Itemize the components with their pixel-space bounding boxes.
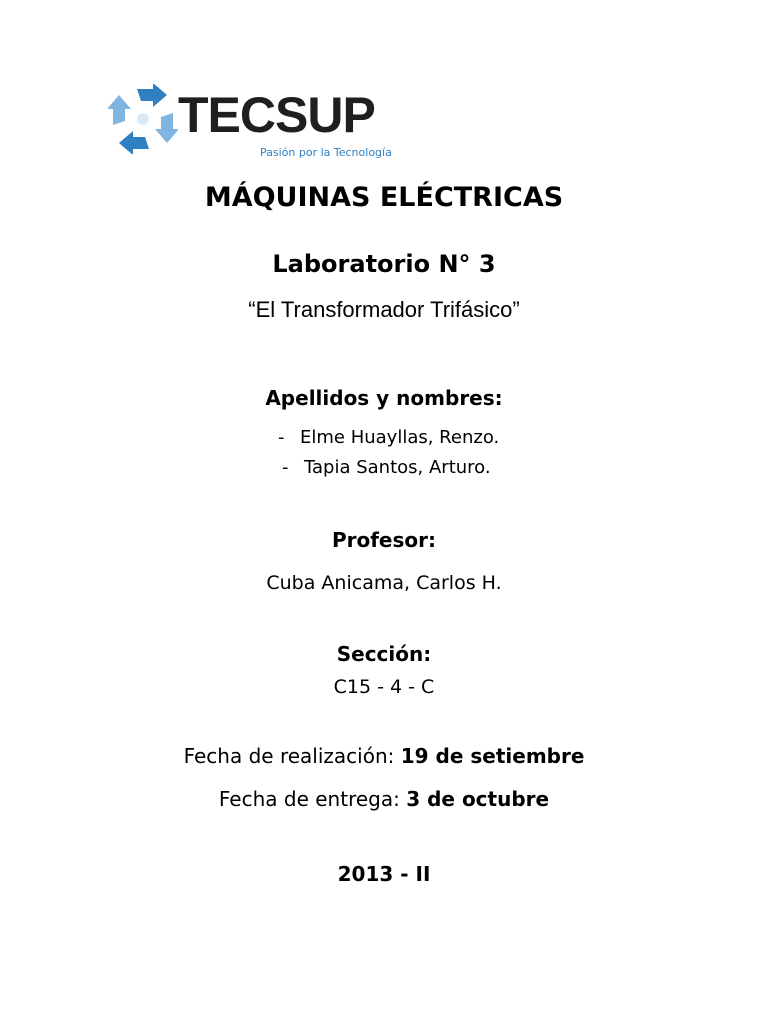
completion-date-value: 19 de setiembre (400, 744, 585, 768)
logo-tagline: Pasión por la Tecnología (260, 146, 392, 159)
lab-title: “El Transformador Trifásico” (248, 297, 520, 322)
section-value: C15 - 4 - C (333, 676, 435, 698)
section-label: Sección: (336, 642, 432, 666)
tecsup-arrows-logo-icon (108, 84, 178, 154)
student-name: Elme Huayllas, Renzo. (300, 427, 500, 448)
students-label: Apellidos y nombres: (265, 386, 503, 410)
academic-term: 2013 - II (337, 862, 431, 886)
student-item (282, 457, 491, 478)
list-bullet: - (278, 427, 285, 448)
due-date-label: Fecha de entrega: (218, 787, 407, 811)
completion-date-line (0, 744, 768, 768)
lab-number: Laboratorio N° 3 (272, 250, 496, 278)
completion-date-label: Fecha de realización: (183, 744, 401, 768)
due-date-value: 3 de octubre (406, 787, 550, 811)
logo-wordmark: TECSUP (178, 87, 375, 143)
professor-label: Profesor: (331, 528, 437, 552)
list-bullet: - (282, 457, 289, 478)
student-name: Tapia Santos, Arturo. (304, 457, 491, 478)
tecsup-logo (108, 84, 398, 164)
professor-name: Cuba Anicama, Carlos H. (266, 572, 502, 594)
student-item (278, 427, 499, 448)
due-date-line (0, 787, 768, 811)
course-title: MÁQUINAS ELÉCTRICAS (204, 182, 564, 213)
